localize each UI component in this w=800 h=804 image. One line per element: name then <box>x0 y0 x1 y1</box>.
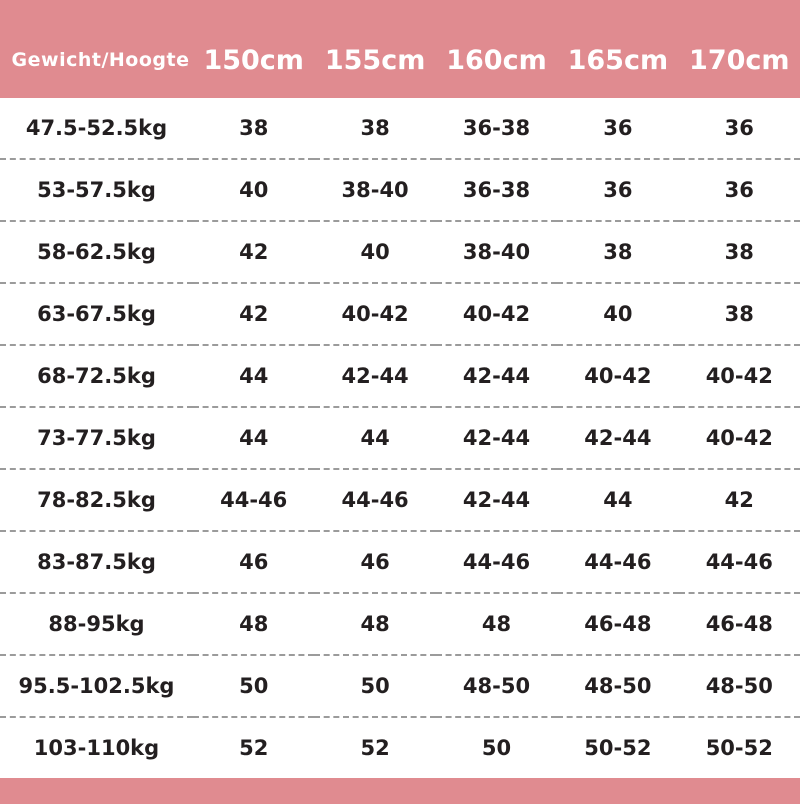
row-weight-label: 103-110kg <box>0 717 193 778</box>
size-cell: 42 <box>679 469 800 531</box>
row-weight-label: 95.5-102.5kg <box>0 655 193 717</box>
size-cell: 42-44 <box>314 345 435 407</box>
size-cell: 36-38 <box>436 98 557 159</box>
size-cell: 38 <box>679 283 800 345</box>
row-weight-label: 88-95kg <box>0 593 193 655</box>
row-weight-label: 68-72.5kg <box>0 345 193 407</box>
size-cell: 38 <box>679 221 800 283</box>
size-cell: 44-46 <box>193 469 314 531</box>
size-cell: 40-42 <box>679 345 800 407</box>
size-cell: 46-48 <box>679 593 800 655</box>
table-row <box>0 98 800 159</box>
header-row <box>0 22 800 98</box>
size-cell: 42-44 <box>436 345 557 407</box>
size-cell: 36 <box>679 98 800 159</box>
size-cell: 44 <box>557 469 678 531</box>
chart-body <box>0 22 800 778</box>
size-cell: 40-42 <box>557 345 678 407</box>
size-cell: 40-42 <box>314 283 435 345</box>
size-cell: 46 <box>314 531 435 593</box>
size-cell: 40-42 <box>436 283 557 345</box>
table-row <box>0 593 800 655</box>
size-cell: 52 <box>193 717 314 778</box>
size-cell: 44-46 <box>314 469 435 531</box>
column-header-170cm: 170cm <box>689 44 790 76</box>
size-cell: 42-44 <box>436 407 557 469</box>
table-row <box>0 531 800 593</box>
size-cell: 38 <box>193 98 314 159</box>
table-row <box>0 283 800 345</box>
row-weight-label: 73-77.5kg <box>0 407 193 469</box>
size-cell: 38 <box>314 98 435 159</box>
size-cell: 38-40 <box>436 221 557 283</box>
size-cell: 50 <box>436 717 557 778</box>
size-cell: 40-42 <box>679 407 800 469</box>
size-cell: 50-52 <box>679 717 800 778</box>
chart-top-band <box>0 0 800 22</box>
size-cell: 38-40 <box>314 159 435 221</box>
size-cell: 36 <box>557 98 678 159</box>
size-cell: 44-46 <box>436 531 557 593</box>
size-cell: 36-38 <box>436 159 557 221</box>
header-corner-label: Gewicht/Hoogte <box>11 49 190 71</box>
size-cell: 46 <box>193 531 314 593</box>
column-header-155cm: 155cm <box>324 44 426 76</box>
size-cell: 50-52 <box>557 717 678 778</box>
size-cell: 48 <box>193 593 314 655</box>
size-cell: 44 <box>314 407 435 469</box>
table-row <box>0 469 800 531</box>
size-cell: 44-46 <box>557 531 678 593</box>
column-header-150cm: 150cm <box>203 44 304 76</box>
size-cell: 48 <box>314 593 435 655</box>
table-row <box>0 717 800 778</box>
row-weight-label: 78-82.5kg <box>0 469 193 531</box>
size-cell: 46-48 <box>557 593 678 655</box>
size-cell: 36 <box>679 159 800 221</box>
size-cell: 40 <box>557 283 678 345</box>
size-cell: 52 <box>314 717 435 778</box>
size-cell: 44 <box>193 345 314 407</box>
size-cell: 40 <box>193 159 314 221</box>
table-row <box>0 407 800 469</box>
size-chart-table <box>0 22 800 778</box>
size-cell: 50 <box>193 655 314 717</box>
size-cell: 48-50 <box>436 655 557 717</box>
size-cell: 44 <box>193 407 314 469</box>
chart-bottom-band <box>0 778 800 804</box>
table-body <box>0 98 800 778</box>
size-cell: 40 <box>314 221 435 283</box>
row-weight-label: 63-67.5kg <box>0 283 193 345</box>
column-header-160cm: 160cm <box>446 44 547 76</box>
size-cell: 36 <box>557 159 678 221</box>
table-row <box>0 655 800 717</box>
size-cell: 50 <box>314 655 435 717</box>
size-cell: 42 <box>193 283 314 345</box>
column-header-165cm: 165cm <box>567 44 669 76</box>
size-cell: 44-46 <box>679 531 800 593</box>
table-header <box>0 22 800 98</box>
table-row <box>0 159 800 221</box>
size-cell: 42-44 <box>557 407 678 469</box>
size-cell: 38 <box>557 221 678 283</box>
size-cell: 42 <box>193 221 314 283</box>
size-cell: 48-50 <box>679 655 800 717</box>
table-row <box>0 221 800 283</box>
row-weight-label: 83-87.5kg <box>0 531 193 593</box>
row-weight-label: 47.5-52.5kg <box>0 98 193 159</box>
row-weight-label: 53-57.5kg <box>0 159 193 221</box>
size-cell: 48 <box>436 593 557 655</box>
row-weight-label: 58-62.5kg <box>0 221 193 283</box>
size-cell: 48-50 <box>557 655 678 717</box>
size-cell: 42-44 <box>436 469 557 531</box>
table-row <box>0 345 800 407</box>
